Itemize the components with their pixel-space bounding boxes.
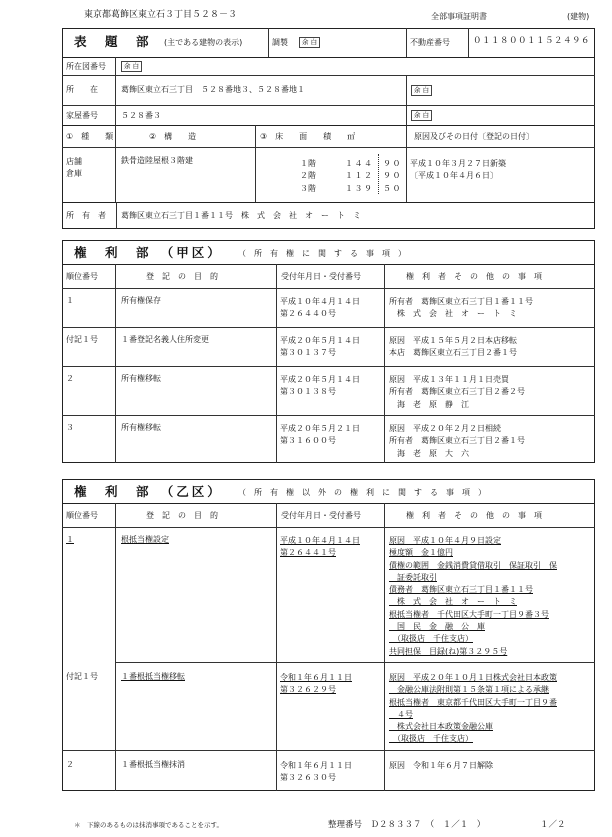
otsu-row-1-uke: 平成１０年４月１４日 第２６４４１号 [280,536,360,558]
otsu-subtitle: （ 所 有 権 以 外 の 権 利 に 関 す る 事 項 ） [238,488,486,497]
otsu-row-2-ken: 原因 平成２０年１０月１日株式会社日本政策 金融公庫法附則第１５条第１項による承継 根抵当権者 東京都千代田区大手町一丁目９番 ４号 株式会社日本政策金融公庫 （取扱店 千住支店） [389,673,557,744]
otsu-row-2-uke: 令和１年６月１１日 第３２６２９号 [280,673,352,695]
otsu-row-2-jun: 付記１号 [66,672,98,681]
kou-row-2-moku: １番登記名義人住所変更 [121,335,209,344]
kaoku-label: 家屋番号 [66,111,98,120]
shurui-value: 店舗 倉庫 [66,157,82,179]
kou-row-3-uke: 平成２０年５月１４日 第３０１３８号 [280,375,360,397]
otsu-row-3-ken: 原因 令和１年６月７日解除 [389,761,493,770]
kou-row-3-moku: 所有権移転 [121,374,161,383]
footer-seiri: 整理番号 Ｄ２８３３７ （ １／１ ） [328,820,486,830]
chosei-label: 調製 [272,38,288,47]
zumen-label: 所在図番号 [66,62,106,71]
otsu-row-1-ken: 原因 平成１０年４月９日設定 極度額 金１億円 債権の範囲 金銭消費貸借取引 保証取引 保 証委託取引 債務者 葛飾区東立石三丁目１番１１号 株 式 会 社 オ ー ト ミ 根抵当権者 千代田区大手町一丁目９番３号 国 民 金 融 公 庫 （取扱店 千住支店） 共同担保 目録(ね)第３２９５号 [389,536,557,656]
footer-note: ＊ 下線のあるものは抹消事項であることを示す。 [74,821,223,829]
zumen-stamp: 余 白 [121,61,142,72]
kou-row-4-moku: 所有権移転 [121,423,161,432]
shozai-stamp: 余 白 [411,85,432,96]
kou-header-ken: 権 利 者 そ の 他 の 事 項 [406,272,542,281]
kou-title: 権 利 部 （甲区） [74,245,223,260]
shozai-value: 葛飾区東立石三丁目 ５２８番地３、５２８番地１ [121,85,305,94]
kou-row-1-ken: 所有者 葛飾区東立石三丁目１番１１号 株 式 会 社 オ ー ト ミ [389,297,533,319]
kou-row-2-ken: 原因 平成１５年５月２日本店移転 本店 葛飾区東立石三丁目２番１号 [389,336,517,358]
header-location: 東京都葛飾区東立石３丁目５２８－３ [84,10,238,20]
kaoku-value: ５２８番３ [121,111,161,120]
col-header-kozo: ② 構 造 [149,132,197,141]
document-title: 全部事項証明書 [431,12,487,21]
otsu-row-3-moku: １番根抵当権抹消 [121,760,185,769]
otsu-header-jun: 順位番号 [66,511,98,520]
shoyusha-label: 所 有 者 [66,211,106,220]
otsu-header-moku: 登 記 の 目 的 [146,511,218,520]
kou-header-jun: 順位番号 [66,272,98,281]
otsu-row-3-jun: ２ [66,760,74,769]
kou-header-uke: 受付年月日・受付番号 [281,272,361,281]
kou-row-1-moku: 所有権保存 [121,296,161,305]
kou-subtitle: （ 所 有 権 に 関 す る 事 項 ） [238,249,406,258]
fudosan-label: 不動産番号 [410,38,450,47]
kou-row-4-jun: ３ [66,423,74,432]
kou-header-moku: 登 記 の 目 的 [146,272,218,281]
kou-row-4-uke: 平成２０年５月２１日 第３１６００号 [280,424,360,446]
otsu-title: 権 利 部 （乙区） [74,484,223,499]
floor-areas-int: １４４ １１２ １３９ [345,159,374,193]
otsu-header-uke: 受付年月日・受付番号 [281,511,361,520]
genin-value: 平成１０年３月２７日新築 〔平成１０年４月６日〕 [410,159,506,181]
otsu-row-1-moku: 根抵当権設定 [121,535,169,544]
kou-row-2-uke: 平成２０年５月１４日 第３０１３７号 [280,336,360,358]
floor-labels: １階 ２階 ３階 [300,159,316,193]
shoyusha-value: 葛飾区東立石三丁目１番１１号 株 式 会 社 オ ー ト ミ [121,211,361,220]
col-header-genin: 原因及びその日付〔登記の日付〕 [414,132,534,141]
otsu-row-3-uke: 令和１年６月１１日 第３２６３０号 [280,761,352,783]
col-header-yuka: ③ 床 面 積 ㎡ [260,132,356,141]
kou-row-1-jun: １ [66,296,74,305]
chosei-stamp: 余 白 [299,37,320,48]
footer-page: １／２ [540,820,566,830]
floor-areas-dec: ９０ ９０ ５０ [383,159,402,193]
hyodai-section [62,28,595,229]
hyodai-subtitle: (主である建物の表示) [164,38,243,47]
kou-row-4-ken: 原因 平成２０年２月２日相続 所有者 葛飾区東立石三丁目２番１号 海 老 原 大 六 [389,424,525,458]
otsu-row-1-jun: １ [66,535,74,544]
otsu-row-2-moku: １番根抵当権移転 [121,672,185,681]
kozo-value: 鉄骨造陸屋根３階建 [121,156,193,165]
kou-row-1-uke: 平成１０年４月１４日 第２６４４０号 [280,297,360,319]
kaoku-stamp: 余 白 [411,110,432,121]
kou-row-3-ken: 原因 平成１３年１１月１日売買 所有者 葛飾区東立石三丁目２番２号 海 老 原 静 江 [389,375,525,409]
document-type: (建物) [567,12,590,21]
kou-row-3-jun: ２ [66,374,74,383]
kou-row-2-jun: 付記１号 [66,335,98,344]
shozai-label: 所 在 [66,85,98,94]
fudosan-number: ０１１８００１１５２４９６ [473,36,591,46]
hyodai-title: 表 題 部 [74,34,152,49]
col-header-shurui: ① 種 類 [66,132,114,141]
otsu-header-ken: 権 利 者 そ の 他 の 事 項 [406,511,542,520]
